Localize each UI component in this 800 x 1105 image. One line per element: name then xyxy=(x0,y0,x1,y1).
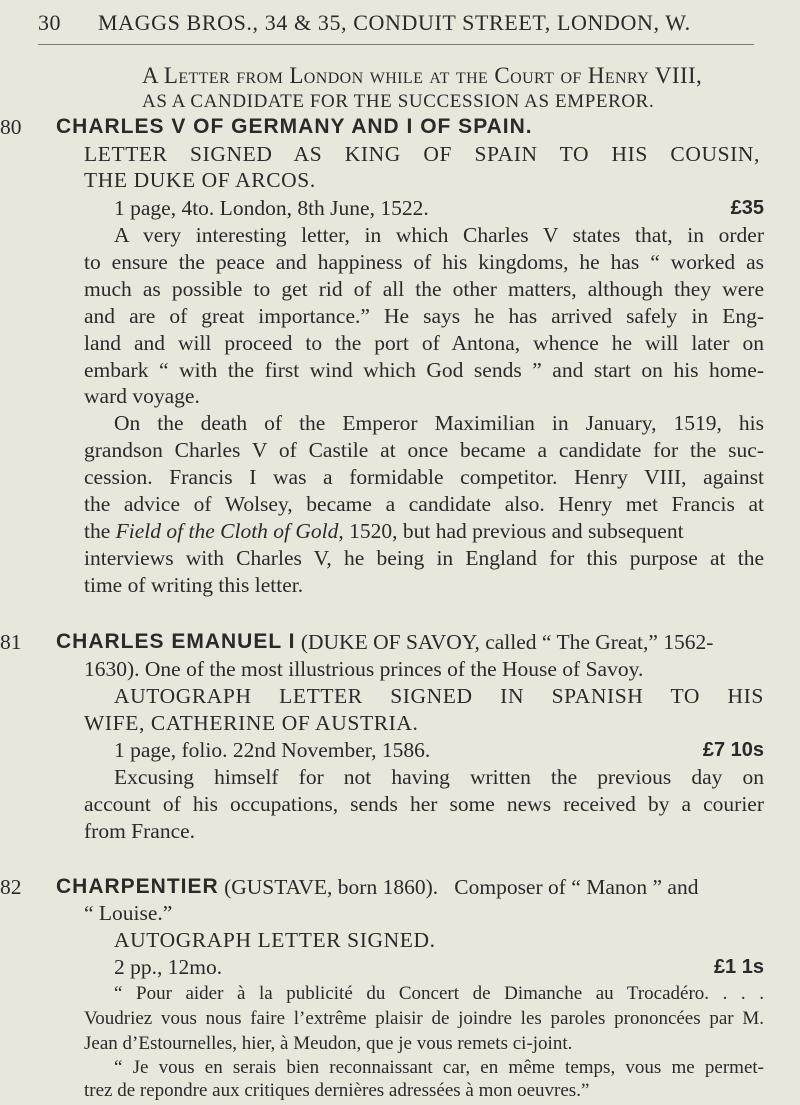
entry-80-body2-line: time of writing this letter. xyxy=(84,573,304,597)
entry-80-name: CHARLES V OF GERMANY AND I OF SPAIN. xyxy=(56,115,533,138)
entry-81-name-rest: (DUKE OF SAVOY, called “ The Great,” 1562- xyxy=(295,630,714,654)
entry-82-price: £1 1s xyxy=(713,956,764,978)
entry-80-body-line: and are of great importance.” He says he has arrived safely in Eng- xyxy=(84,304,764,328)
entry-82-name-line xyxy=(56,873,762,901)
entry-82-number: 82 xyxy=(0,875,22,899)
entry-80-body-line: land and will proceed to the port of Antona, whence he will later on xyxy=(84,331,764,355)
header-title: MAGGS BROS., 34 & 35, CONDUIT STREET, LONDON, W. xyxy=(98,10,691,35)
entry-80-body-line: much as possible to get rid of all the other matters, although they were xyxy=(84,277,764,301)
header-rule xyxy=(38,44,754,45)
entry-82-body-line: Voudriez vous nous faire l’extrême plaisir de joindre les paroles prononcées par M. xyxy=(84,1008,764,1029)
entry-80-body2-line: grandson Charles V of Castile at once became a candidate for the suc- xyxy=(84,438,764,462)
entry-80-number: 80 xyxy=(0,115,22,139)
entry-80-body-line: A very interesting letter, in which Charles V states that, in order xyxy=(114,223,764,247)
entry-82-body-line: “ Pour aider à la publicité du Concert de Dimanche au Trocadéro. . . . xyxy=(114,983,764,1004)
entry-80-title-line1: LETTER SIGNED AS KING OF SPAIN TO HIS COUSIN, xyxy=(84,142,760,166)
entry-81-body-line: Excusing himself for not having written the previous day on xyxy=(114,765,764,789)
entry-82-name-rest: (GUSTAVE, born 1860). Composer of “ Manon ” and xyxy=(218,875,699,899)
entry-80-price: £35 xyxy=(730,197,764,219)
entry-80-body2-suffix: , 1520, but had previous and subsequent xyxy=(338,519,684,543)
entry-80-body-line: to ensure the peace and happiness of his kingdoms, he has “ worked as xyxy=(84,250,764,274)
entry-82-body-line: Jean d’Estournelles, hier, à Meudon, que je vous remets ci-joint. xyxy=(84,1033,573,1054)
entry-81-body-line: from France. xyxy=(84,819,196,843)
entry-82-details: 2 pp., 12mo. xyxy=(114,955,223,979)
entry-81-price: £7 10s xyxy=(702,739,764,761)
entry-82-name-line2: “ Louise.” xyxy=(84,901,173,925)
entry-81-name: CHARLES EMANUEL I xyxy=(56,630,296,653)
entry-81-body-line: account of his occupations, sends her some news received by a courier xyxy=(84,792,764,816)
entry-82-title-line1: AUTOGRAPH LETTER SIGNED. xyxy=(114,928,436,952)
entry-81-number: 81 xyxy=(0,630,22,654)
entry-80-body2-line: On the death of the Emperor Maximilian in January, 1519, his xyxy=(114,411,764,435)
entry-82-name: CHARPENTIER xyxy=(56,875,219,898)
entry-82-body-line: trez de repondre aux critiques dernières adressées à mon oeuvres.” xyxy=(84,1080,590,1101)
entry-80-italic-phrase: Field of the Cloth of Gold xyxy=(115,519,339,543)
entry-80-body2-prefix: the xyxy=(84,519,116,543)
intro-heading-line2: AS A CANDIDATE FOR THE SUCCESSION AS EMPEROR. xyxy=(142,91,655,112)
entry-80-body-line: ward voyage. xyxy=(84,384,200,408)
entry-80-body2-line: cession. Francis I was a formidable competitor. Henry VIII, against xyxy=(84,465,764,489)
entry-80-details: 1 page, 4to. London, 8th June, 1522. xyxy=(114,196,429,220)
entry-81-name-line2: 1630). One of the most illustrious princes of the House of Savoy. xyxy=(84,657,644,681)
entry-81-title-line1: AUTOGRAPH LETTER SIGNED IN SPANISH TO HIS xyxy=(114,684,764,708)
entry-82-body-line: “ Je vous en serais bien reconnaissant car, en même temps, vous me permet- xyxy=(114,1057,764,1078)
entry-80-body2-line: the advice of Wolsey, became a candidate also. Henry met Francis at xyxy=(84,492,764,516)
entry-81-title-line2: WIFE, CATHERINE OF AUSTRIA. xyxy=(84,711,419,735)
page-number: 30 xyxy=(38,10,61,35)
intro-heading-line1: A Letter from London while at the Court of Henry VIII, xyxy=(142,63,703,88)
entry-80-title-line2: THE DUKE OF ARCOS. xyxy=(84,168,316,192)
entry-80-body2-line: interviews with Charles V, he being in England for this purpose at the xyxy=(84,546,764,570)
entry-81-details: 1 page, folio. 22nd November, 1586. xyxy=(114,738,431,762)
entry-80-body-line: embark “ with the first wind which God sends ” and start on his home- xyxy=(84,358,764,382)
entry-80-body2-mixed-line xyxy=(84,517,764,545)
entry-81-name-line xyxy=(56,628,762,656)
running-header xyxy=(38,10,778,36)
